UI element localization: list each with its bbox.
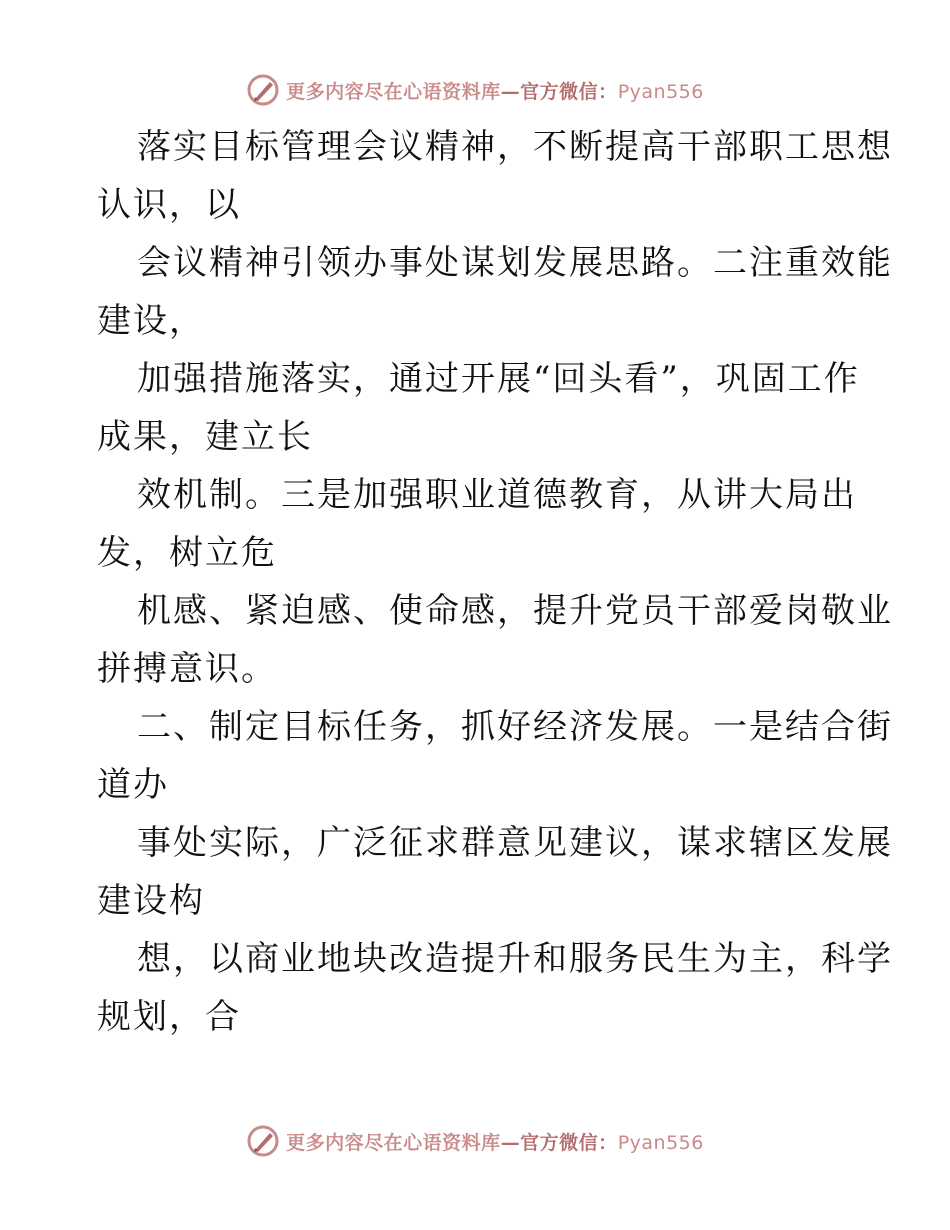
text-line: 建设， [97,301,205,341]
watermark-text [286,1128,704,1155]
body-text [97,118,893,1046]
watermark-id: Pyan556 [617,80,704,103]
quill-logo-icon [246,1124,280,1158]
text-line: 发，树立危 [97,533,277,573]
text-line: 会议精神引领办事处谋划发展思路。二注重效能 [137,243,893,283]
watermark-id: Pyan556 [617,1131,704,1154]
text-line: 建设构 [97,881,205,921]
footer-watermark [0,1123,950,1159]
text-line: 道办 [97,765,169,805]
watermark-sub: —官方微信： [500,80,618,103]
text-line: 落实目标管理会议精神，不断提高干部职工思想 [137,127,893,167]
text-line: 想，以商业地块改造提升和服务民生为主，科学 [137,939,893,979]
watermark-main: 更多内容尽在心语资料库 [286,1131,501,1154]
text-line: 成果，建立长 [97,417,313,457]
text-line: 拼搏意识。 [97,649,277,689]
text-line: 认识，以 [97,185,241,225]
text-line: 规划，合 [97,997,241,1037]
text-line: 效机制。三是加强职业道德教育，从讲大局出 [137,475,857,515]
watermark-text [286,77,704,104]
text-line: 加强措施落实，通过开展“回头看”，巩固工作 [137,359,860,399]
text-line: 二、制定目标任务，抓好经济发展。一是结合街 [137,707,893,747]
watermark-main: 更多内容尽在心语资料库 [286,80,501,103]
watermark-sub: —官方微信： [500,1131,618,1154]
text-line: 机感、紧迫感、使命感，提升党员干部爱岗敬业 [137,591,893,631]
header-watermark [0,72,950,108]
text-line: 事处实际，广泛征求群意见建议，谋求辖区发展 [137,823,893,863]
quill-logo-icon [246,73,280,107]
